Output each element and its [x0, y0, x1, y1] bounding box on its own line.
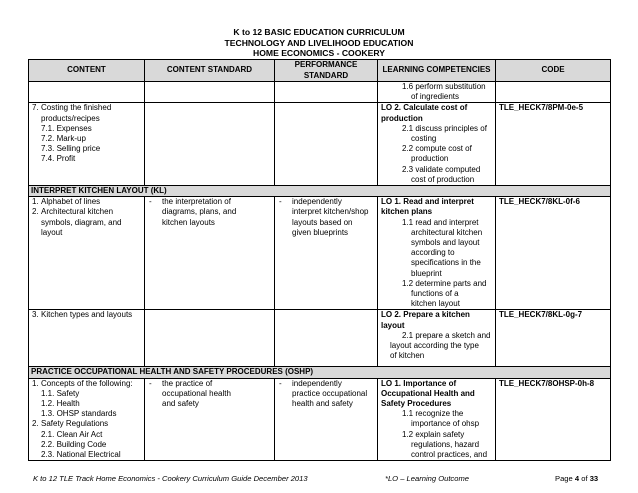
competency-cell: LO 2. Prepare a kitchen layout 2.1 prepare a sketch and layout according the type of kitchen: [378, 310, 496, 367]
doc-title-line3: HOME ECONOMICS - COOKERY: [253, 48, 385, 58]
content-cell: 3. Kitchen types and layouts: [29, 310, 145, 367]
col-header-content: CONTENT: [29, 60, 145, 82]
section-title: PRACTICE OCCUPATIONAL HEALTH AND SAFETY PROCEDURES (OSHP): [29, 367, 611, 378]
section-row: [29, 367, 611, 378]
col-header-learning-competencies: LEARNING COMPETENCIES: [378, 60, 496, 82]
performance-standard-cell: - independently interpret kitchen/shop layouts based on given blueprints: [275, 197, 378, 310]
table-row: [29, 378, 611, 461]
table-row: [29, 197, 611, 310]
code-cell: TLE_HECK7/8KL-0f-6: [496, 197, 611, 310]
lo-title: LO 1. Read and interpret kitchen plans: [381, 197, 474, 217]
section-row: [29, 186, 611, 197]
curriculum-table: [28, 59, 611, 461]
section-title: INTERPRET KITCHEN LAYOUT (KL): [29, 186, 611, 197]
content-standard-cell: - the practice of occupational health and safety: [145, 378, 275, 461]
competency-cell: LO 1. Importance of Occupational Health and Safety Procedures 1.1 recognize the importance of ohsp 1.2 explain safety regulations, hazard control practices, and: [378, 378, 496, 461]
col-header-content-standard: CONTENT STANDARD: [145, 60, 275, 82]
code-cell: TLE_HECK7/8OHSP-0h-8: [496, 378, 611, 461]
table-row: [29, 103, 611, 186]
code-cell: TLE_HECK7/8PM-0e-5: [496, 103, 611, 186]
lo-title: LO 2. Calculate cost of production: [381, 103, 468, 123]
competency-cell: 1.6 perform substitution of ingredients: [378, 82, 496, 103]
competency-cell: LO 1. Read and interpret kitchen plans 1.1 read and interpret architectural kitchen symbols and layout according to specifications in the blueprint 1.2 determine parts and functions of a kitchen layout: [378, 197, 496, 310]
content-standard-cell: - the interpretation of diagrams, plans, and kitchen layouts: [145, 197, 275, 310]
col-header-performance-standard: PERFORMANCE STANDARD: [275, 60, 378, 82]
lo-title: LO 1. Importance of Occupational Health and Safety Procedures: [381, 378, 475, 409]
table-header-row: [29, 60, 611, 82]
footer-lo-note: *LO – Learning Outcome: [385, 474, 470, 483]
doc-title-line1: K to 12 BASIC EDUCATION CURRICULUM: [233, 27, 405, 37]
content-cell: 7. Costing the finished products/recipes 7.1. Expenses 7.2. Mark-up 7.3. Selling price 7.4. Profit: [29, 103, 145, 186]
competency-cell: LO 2. Calculate cost of production 2.1 discuss principles of costing 2.2 compute cost of production 2.3 validate computed cost of production: [378, 103, 496, 186]
footer-guide-title: K to 12 TLE Track Home Economics - Cookery Curriculum Guide December 2013: [33, 474, 308, 483]
table-row: [29, 82, 611, 103]
table-row: [29, 310, 611, 367]
performance-standard-cell: - independently practice occupational health and safety: [275, 378, 378, 461]
code-cell: TLE_HECK7/8KL-0g-7: [496, 310, 611, 367]
doc-title-line2: TECHNOLOGY AND LIVELIHOOD EDUCATION: [224, 38, 414, 48]
content-cell: 1. Concepts of the following: 1.1. Safety 1.2. Health 1.3. OHSP standards 2. Safety Regulations 2.1. Clean Air Act 2.2. Building Code 2.3. National Electrical: [29, 378, 145, 461]
lo-title: LO 2. Prepare a kitchen layout: [381, 310, 470, 330]
footer-page-number: Page 4 of 33: [555, 474, 599, 483]
content-cell: 1. Alphabet of lines 2. Architectural kitchen symbols, diagram, and layout: [29, 197, 145, 310]
col-header-code: CODE: [496, 60, 611, 82]
